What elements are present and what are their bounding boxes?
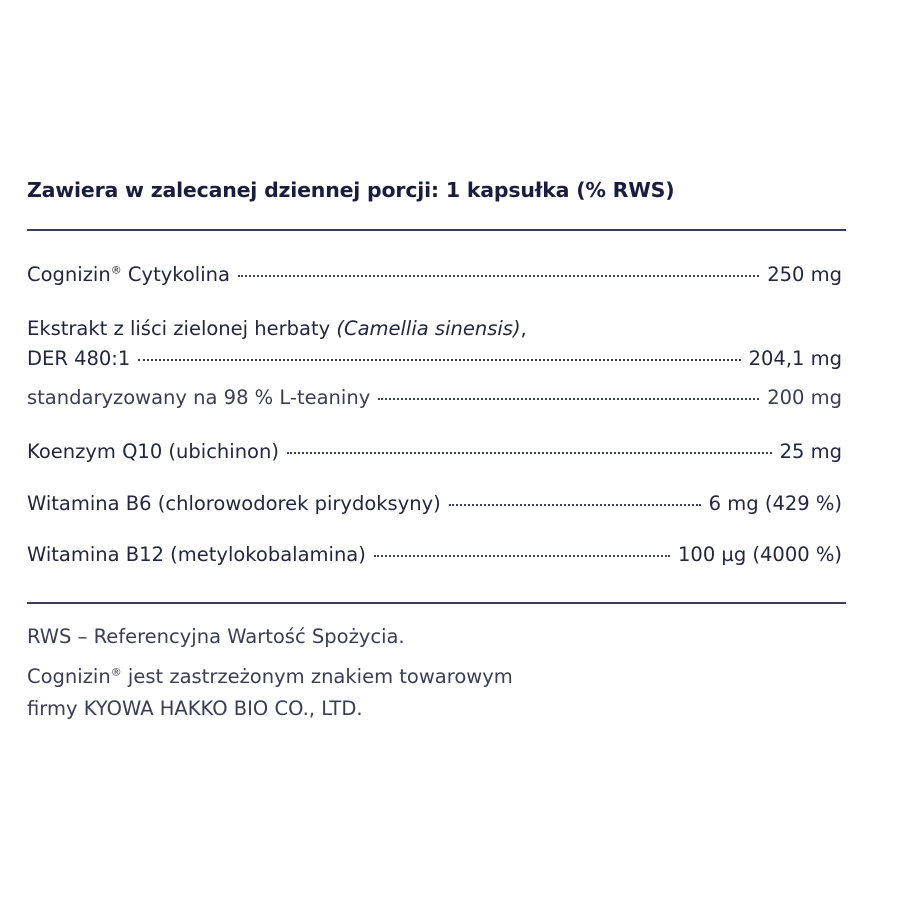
ingredient-value: 250 mg: [767, 263, 842, 286]
bottom-divider: [27, 602, 846, 604]
ingredient-name: standaryzowany na 98 % L-teaniny: [27, 386, 371, 409]
ingredient-name: Cognizin® Cytykolina: [27, 263, 230, 286]
ingredient-row-citicoline: [27, 262, 842, 288]
trademark-footnote-line2: firmy KYOWA HAKKO BIO CO., LTD.: [27, 697, 363, 720]
ingredient-value: 25 mg: [779, 440, 842, 463]
rws-footnote: RWS – Referencyjna Wartość Spożycia.: [27, 625, 405, 648]
dot-leader: [378, 398, 759, 400]
ingredient-row-vitamin-b6: [27, 491, 842, 517]
dot-leader: [449, 504, 701, 506]
ingredient-row-l-theanine: [27, 385, 842, 411]
ingredient-value: 200 mg: [767, 386, 842, 409]
ingredient-value: 6 mg (429 %): [708, 492, 842, 515]
ingredient-row-green-tea: [27, 346, 842, 372]
ingredient-name: Witamina B12 (metylokobalamina): [27, 543, 366, 566]
dot-leader: [238, 275, 759, 277]
ingredient-line-green-tea: Ekstrakt z liści zielonej herbaty (Camellia sinensis),: [27, 317, 527, 340]
ingredient-name: DER 480:1: [27, 347, 131, 370]
ingredient-value: 204,1 mg: [748, 347, 842, 370]
ingredient-row-vitamin-b12: [27, 542, 842, 568]
ingredient-row-coq10: [27, 439, 842, 465]
top-divider: [27, 229, 846, 231]
ingredient-name: Koenzym Q10 (ubichinon): [27, 440, 279, 463]
dot-leader: [374, 555, 670, 557]
dot-leader: [138, 359, 740, 361]
ingredient-value: 100 µg (4000 %): [678, 543, 842, 566]
ingredient-name: Witamina B6 (chlorowodorek pirydoksyny): [27, 492, 441, 515]
serving-heading: Zawiera w zalecanej dziennej porcji: 1 kapsułka (% RWS): [27, 178, 675, 202]
dot-leader: [287, 452, 772, 454]
trademark-footnote-line1: Cognizin® jest zastrzeżonym znakiem towarowym: [27, 665, 513, 688]
